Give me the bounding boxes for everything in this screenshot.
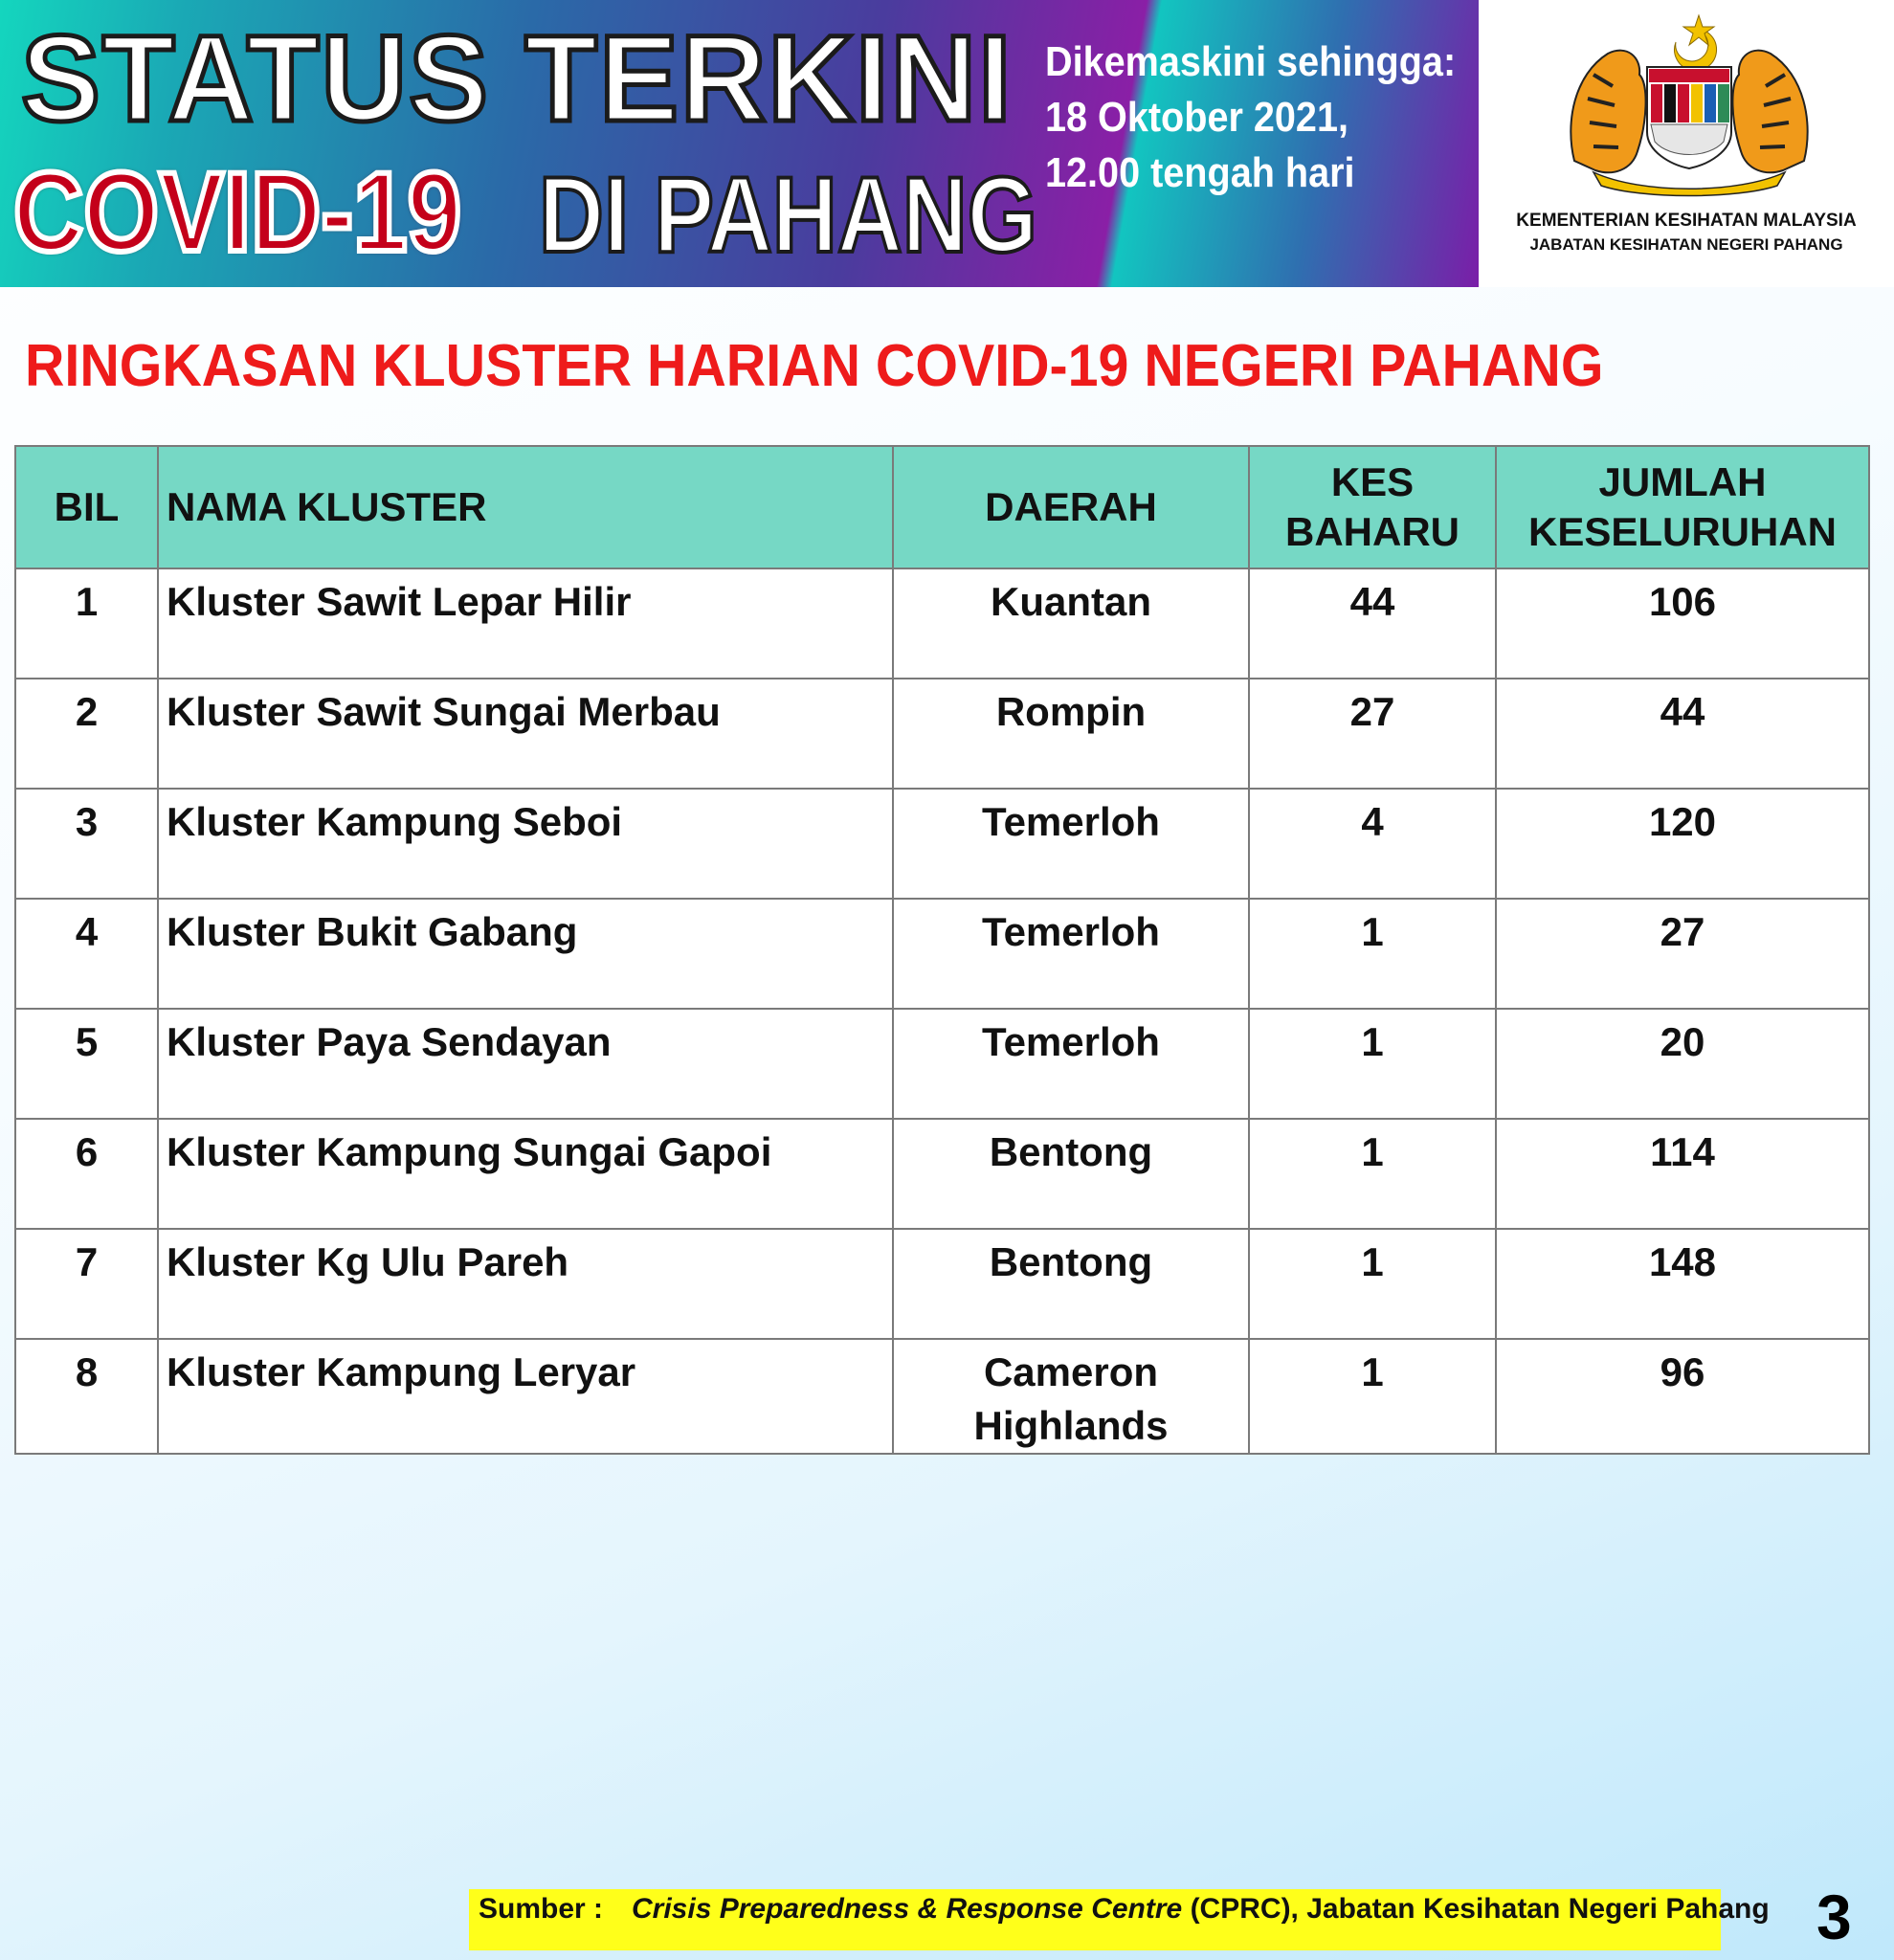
header-kes-line1: KES [1330,459,1415,504]
cell-bil: 6 [15,1119,158,1229]
header-kes-line2: BAHARU [1285,509,1459,554]
cell-bil: 4 [15,899,158,1009]
cell-daerah: Temerloh [893,789,1249,899]
header-kes-baharu [1249,446,1496,568]
cell-daerah: Temerloh [893,1009,1249,1119]
source-note [469,1889,1770,1950]
cell-jumlah: 96 [1496,1339,1869,1454]
cell-nama-kluster: Kluster Bukit Gabang [158,899,893,1009]
cluster-table [14,445,1870,1455]
cell-daerah: Cameron Highlands [893,1339,1249,1454]
cell-bil: 2 [15,679,158,789]
cell-bil: 3 [15,789,158,899]
update-date: 18 Oktober 2021, [1045,94,1348,141]
header-bil: BIL [15,446,158,568]
cell-jumlah: 106 [1496,568,1869,679]
source-organization: Crisis Preparedness & Response Centre [632,1893,1183,1925]
banner-title-pahang: DI PAHANG [539,155,1037,275]
cell-kes-baharu: 1 [1249,1119,1496,1229]
cell-jumlah: 120 [1496,789,1869,899]
table-row [15,1339,1869,1454]
cell-jumlah: 20 [1496,1009,1869,1119]
cell-nama-kluster: Kluster Kampung Seboi [158,789,893,899]
cell-nama-kluster: Kluster Kampung Sungai Gapoi [158,1119,893,1229]
table-row [15,1229,1869,1339]
cell-bil: 1 [15,568,158,679]
cell-jumlah: 148 [1496,1229,1869,1339]
ministry-line1: KEMENTERIAN KESIHATAN MALAYSIA [1516,211,1857,231]
page-title: RINGKASAN KLUSTER HARIAN COVID-19 NEGERI PAHANG [25,333,1604,399]
cell-bil: 5 [15,1009,158,1119]
table-row [15,1119,1869,1229]
cell-daerah: Bentong [893,1119,1249,1229]
cell-nama-kluster: Kluster Kampung Leryar [158,1339,893,1454]
cell-kes-baharu: 1 [1249,1339,1496,1454]
table-row [15,789,1869,899]
cell-daerah: Bentong [893,1229,1249,1339]
ministry-name [1479,209,1894,256]
cell-kes-baharu: 1 [1249,1229,1496,1339]
cell-nama-kluster: Kluster Sawit Sungai Merbau [158,679,893,789]
cell-jumlah: 27 [1496,899,1869,1009]
update-time: 12.00 tengah hari [1045,149,1355,196]
cell-nama-kluster: Kluster Paya Sendayan [158,1009,893,1119]
cell-daerah: Temerloh [893,899,1249,1009]
header-jumlah-line2: KESELURUHAN [1527,509,1837,554]
cell-kes-baharu: 1 [1249,1009,1496,1119]
page-number: 3 [1816,1882,1852,1952]
cell-daerah: Kuantan [893,568,1249,679]
table-row [15,679,1869,789]
source-rest: (CPRC), Jabatan Kesihatan Negeri Pahang [1182,1893,1770,1925]
cell-jumlah: 44 [1496,679,1869,789]
cell-bil: 7 [15,1229,158,1339]
banner-title-status: STATUS TERKINI [21,11,1014,147]
cell-jumlah: 114 [1496,1119,1869,1229]
cell-kes-baharu: 27 [1249,679,1496,789]
cell-kes-baharu: 4 [1249,789,1496,899]
banner-title-covid: COVID-19 [13,149,462,276]
update-label: Dikemaskini sehingga: [1045,38,1457,85]
cell-nama-kluster: Kluster Kg Ulu Pareh [158,1229,893,1339]
cell-nama-kluster: Kluster Sawit Lepar Hilir [158,568,893,679]
header-daerah: DAERAH [893,446,1249,568]
malaysia-coat-of-arms-logo [1555,8,1823,199]
header-jumlah-keseluruhan [1496,446,1869,568]
cell-bil: 8 [15,1339,158,1454]
ministry-line2: JABATAN KESIHATAN NEGERI PAHANG [1529,235,1843,254]
cell-kes-baharu: 44 [1249,568,1496,679]
header-nama-kluster: NAMA KLUSTER [158,446,893,568]
table-row [15,568,1869,679]
update-timestamp [1045,34,1457,201]
table-header-row [15,446,1869,568]
source-label: Sumber : [479,1893,604,1925]
header-jumlah-line1: JUMLAH [1598,459,1767,504]
table-row [15,899,1869,1009]
cell-daerah: Rompin [893,679,1249,789]
header-banner [0,0,1479,287]
cell-kes-baharu: 1 [1249,899,1496,1009]
crest-area [1479,0,1894,287]
table-row [15,1009,1869,1119]
